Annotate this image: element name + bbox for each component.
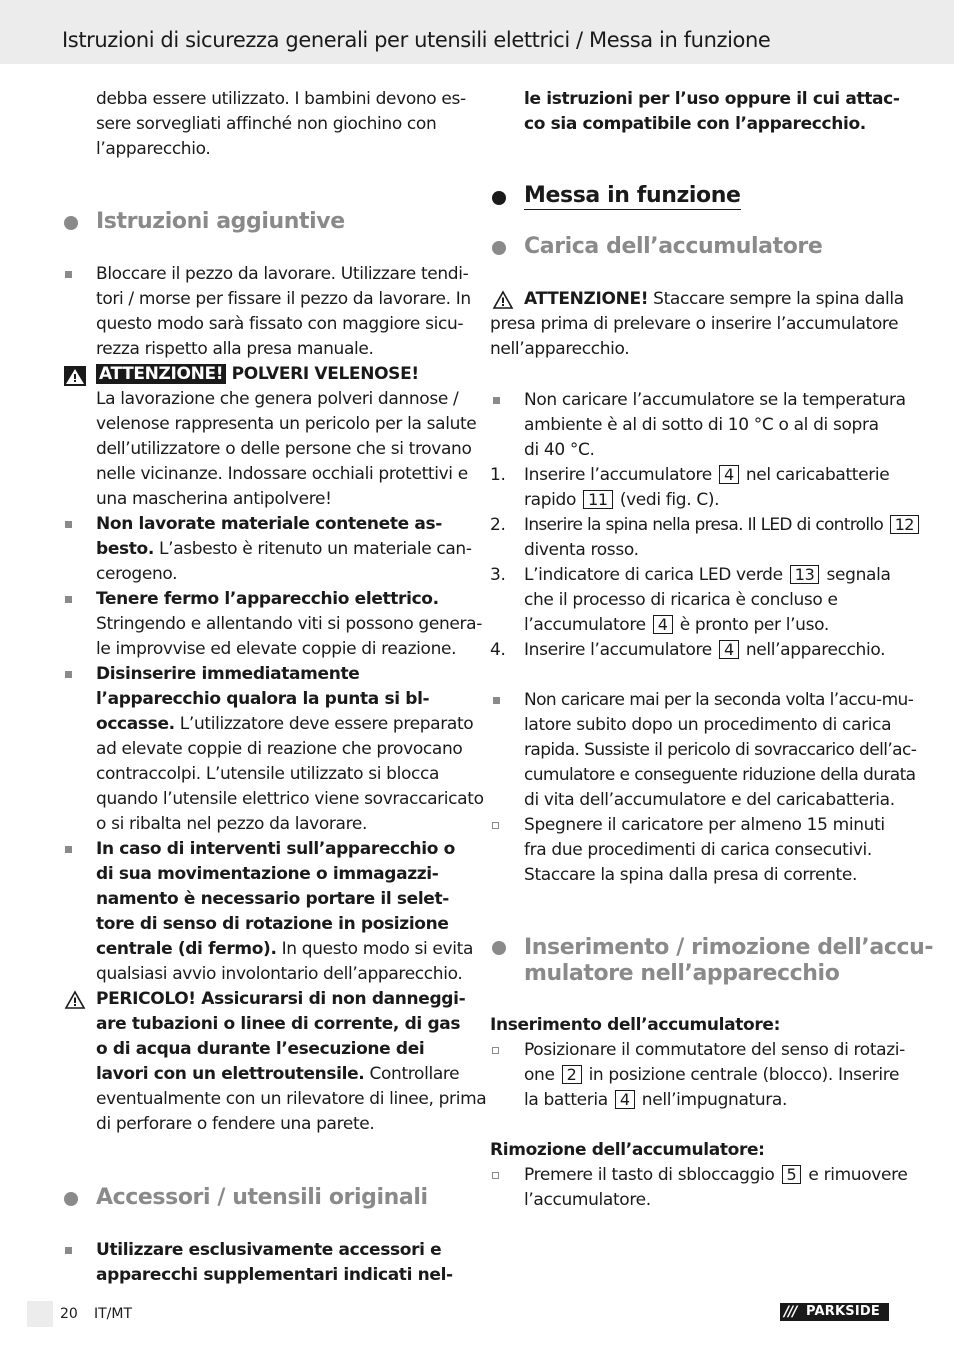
- item-line: qualsiasi avvio involontario dell’apparecchio.: [96, 964, 463, 984]
- item-line: contraccolpi. L’utensile utilizzato si blocca: [96, 764, 440, 784]
- square-bullet-icon: [65, 1247, 72, 1254]
- step-number: 3.: [490, 565, 506, 585]
- note-line: Staccare la spina dalla presa di corrente.: [524, 865, 858, 885]
- item-text-part: L’utilizzatore deve essere preparato: [174, 714, 474, 734]
- danger-bold-line: are tubazioni o linee di corrente, di gas: [96, 1014, 461, 1034]
- item-line: le improvvise ed elevate coppie di reazione.: [96, 639, 457, 659]
- step-text: nel caricabatterie: [745, 465, 890, 485]
- danger-text-part: Controllare: [364, 1064, 460, 1084]
- heading-accessori: Accessori / utensili originali: [96, 1185, 428, 1210]
- note-line: rapida. Sussiste il pericolo di sovraccarico dell’ac-: [524, 740, 917, 760]
- part-reference: 5: [782, 1165, 802, 1184]
- warning-heading-line: [96, 362, 419, 387]
- warning-triangle-outline-icon: [492, 290, 514, 310]
- square-bullet-icon: [65, 271, 72, 278]
- note-line: Non caricare mai per la seconda volta l’accu-mu-: [524, 690, 914, 710]
- continued-bold-line: co sia compatibile con l’apparecchio.: [524, 114, 866, 134]
- square-bullet-icon: [493, 397, 500, 404]
- item-line: Non caricare l’accumulatore se la temperatura: [524, 390, 906, 410]
- item-line: cerogeno.: [96, 564, 178, 584]
- item-bold-line: namento è necessario portare il selet-: [96, 889, 449, 909]
- part-reference: 4: [653, 615, 673, 634]
- insert-title: Inserimento dell’accumulatore:: [490, 1015, 781, 1035]
- warning-triangle-outline-icon: [64, 990, 86, 1010]
- danger-line: eventualmente con un rilevatore di linee, prima: [96, 1089, 487, 1109]
- item-line: [96, 537, 472, 562]
- step-text: Inserire la spina nella presa. Il LED di controllo: [524, 515, 884, 535]
- item-line: Bloccare il pezzo da lavorare. Utilizzare tendi-: [96, 264, 469, 284]
- insert-text: nell’impugnatura.: [641, 1090, 788, 1110]
- step-number: 2.: [490, 515, 506, 535]
- warning-triangle-icon: [64, 366, 86, 386]
- brand-name: PARKSIDE: [806, 1304, 880, 1319]
- warning-text-line: una mascherina antipolvere!: [96, 489, 332, 509]
- step-text: (vedi fig. C).: [619, 490, 720, 510]
- heading-carica: Carica dell’accumulatore: [524, 234, 823, 259]
- item-bold-part: besto.: [96, 539, 154, 559]
- square-bullet-icon: [65, 846, 72, 853]
- item-text-part: L’asbesto è ritenuto un materiale can-: [153, 539, 472, 559]
- item-line: [96, 712, 473, 737]
- attention-line: presa prima di prelevare o inserire l’accumulatore: [490, 314, 899, 334]
- part-reference: 12: [890, 515, 919, 534]
- brand-logo: [780, 1303, 889, 1321]
- item-bold-line: In caso di interventi sull’apparecchio o: [96, 839, 455, 859]
- part-reference: 4: [719, 465, 739, 484]
- footer-marker: [27, 1301, 53, 1327]
- insert-text: la batteria: [524, 1090, 608, 1110]
- removal-text: Premere il tasto di sbloccaggio: [524, 1165, 775, 1185]
- warning-title: POLVERI VELENOSE!: [226, 364, 419, 384]
- insert-text: in posizione centrale (blocco). Inserire: [588, 1065, 900, 1085]
- item-bold-line: di sua movimentazione o immagazzi-: [96, 864, 439, 884]
- item-bold-line: l’apparecchio qualora la punta si bl-: [96, 689, 430, 709]
- item-bold-part: occasse.: [96, 714, 175, 734]
- insert-line: [524, 1063, 899, 1088]
- removal-line: l’accumulatore.: [524, 1190, 651, 1210]
- section-dot-icon: [492, 941, 506, 955]
- item-line: di 40 °C.: [524, 440, 595, 460]
- danger-line: di perforare o fendere una parete.: [96, 1114, 375, 1134]
- item-line: tori / morse per fissare il pezzo da lavorare. In: [96, 289, 471, 309]
- step-text: Inserire l’accumulatore: [524, 465, 712, 485]
- continued-bold-line: le istruzioni per l’uso oppure il cui attac-: [524, 89, 900, 109]
- step-line: che il processo di ricarica è concluso e: [524, 590, 838, 610]
- item-line: Stringendo e allentando viti si possono genera-: [96, 614, 482, 634]
- danger-bold-line: PERICOLO! Assicurarsi di non danneggi-: [96, 989, 466, 1009]
- item-bold-line: Tenere fermo l’apparecchio elettrico.: [96, 589, 439, 609]
- section-dot-icon: [492, 191, 506, 205]
- step-text: l’accumulatore: [524, 615, 646, 635]
- step-line: [524, 563, 891, 588]
- item-line: ad elevate coppie di reazione che provocano: [96, 739, 463, 759]
- attention-label: ATTENZIONE!: [96, 364, 226, 384]
- step-text: segnala: [826, 565, 891, 585]
- intro-line: l’apparecchio.: [96, 139, 211, 159]
- warning-text-line: velenose rappresenta un pericolo per la salute: [96, 414, 477, 434]
- brand-stripes: ///: [784, 1304, 797, 1320]
- item-bold-line: apparecchi supplementari indicati nel-: [96, 1265, 453, 1285]
- step-line: [524, 613, 829, 638]
- part-reference: 13: [790, 565, 820, 584]
- item-line: o si ribalta nel pezzo da lavorare.: [96, 814, 368, 834]
- part-reference: 4: [719, 640, 739, 659]
- note-line: fra due procedimenti di carica consecutivi.: [524, 840, 872, 860]
- page-header-title: Istruzioni di sicurezza generali per utensili elettrici / Messa in funzione: [62, 28, 771, 52]
- note-line: Spegnere il caricatore per almeno 15 minuti: [524, 815, 885, 835]
- attention-text-part: Staccare sempre la spina dalla: [648, 289, 904, 309]
- item-bold-line: Non lavorate materiale contenete as-: [96, 514, 442, 534]
- step-line: [524, 488, 719, 513]
- heading-inserimento: Inserimento / rimozione dell’accu-: [524, 935, 934, 960]
- item-text-part: In questo modo si evita: [276, 939, 474, 959]
- heading-messa-in-funzione: Messa in funzione: [524, 183, 741, 208]
- locale-code: IT/MT: [94, 1306, 133, 1322]
- item-line: ambiente è al di sotto di 10 °C o al di sopra: [524, 415, 879, 435]
- item-bold-part: centrale (di fermo).: [96, 939, 277, 959]
- item-bold-line: Disinserire immediatamente: [96, 664, 360, 684]
- square-bullet-icon: [65, 596, 72, 603]
- step-text: rapido: [524, 490, 577, 510]
- attention-line: [524, 287, 904, 312]
- part-reference: 11: [583, 490, 613, 509]
- warning-text-line: dell’utilizzatore o delle persone che si trovano: [96, 439, 472, 459]
- insert-line: Posizionare il commutatore del senso di rotazi-: [524, 1040, 905, 1060]
- hollow-bullet-icon: [492, 822, 499, 829]
- square-bullet-icon: [65, 671, 72, 678]
- danger-line: [96, 1062, 459, 1087]
- intro-line: debba essere utilizzato. I bambini devono es-: [96, 89, 466, 109]
- item-bold-line: Utilizzare esclusivamente accessori e: [96, 1240, 442, 1260]
- item-line: [96, 937, 473, 962]
- part-reference: 4: [615, 1090, 635, 1109]
- heading-inserimento: mulatore nell’apparecchio: [524, 961, 840, 986]
- insert-line: [524, 1088, 787, 1113]
- page-number: 20: [60, 1306, 78, 1322]
- hollow-bullet-icon: [492, 1047, 499, 1054]
- removal-title: Rimozione dell’accumulatore:: [490, 1140, 765, 1160]
- attention-label: ATTENZIONE!: [524, 289, 649, 309]
- step-line: diventa rosso.: [524, 540, 639, 560]
- step-line: [524, 463, 889, 488]
- note-line: cumulatore e conseguente riduzione della durata: [524, 765, 916, 785]
- step-line: [524, 638, 885, 663]
- warning-text-line: La lavorazione che genera polveri dannose /: [96, 389, 459, 409]
- attention-line: nell’apparecchio.: [490, 339, 630, 359]
- item-line: rezza rispetto alla presa manuale.: [96, 339, 374, 359]
- section-dot-icon: [492, 241, 506, 255]
- item-line: questo modo sarà fissato con maggiore sicu-: [96, 314, 464, 334]
- note-line: di vita dell’accumulatore e del caricabatteria.: [524, 790, 895, 810]
- warning-text-line: nelle vicinanze. Indossare occhiali protettivi e: [96, 464, 468, 484]
- danger-bold-part: lavori con un elettroutensile.: [96, 1064, 365, 1084]
- step-line: [524, 513, 921, 538]
- insert-text: one: [524, 1065, 555, 1085]
- danger-bold-line: o di acqua durante l’esecuzione dei: [96, 1039, 425, 1059]
- item-bold-line: tore di senso di rotazione in posizione: [96, 914, 449, 934]
- heading-istruzioni-aggiuntive: Istruzioni aggiuntive: [96, 209, 345, 234]
- square-bullet-icon: [65, 521, 72, 528]
- step-text: nell’apparecchio.: [745, 640, 886, 660]
- removal-line: [524, 1163, 907, 1188]
- removal-text: e rimuovere: [808, 1165, 908, 1185]
- note-line: latore subito dopo un procedimento di carica: [524, 715, 892, 735]
- intro-line: sere sorvegliati affinché non giochino con: [96, 114, 437, 134]
- part-reference: 2: [562, 1065, 582, 1084]
- step-text: L’indicatore di carica LED verde: [524, 565, 783, 585]
- square-bullet-icon: [493, 697, 500, 704]
- item-line: quando l’utensile elettrico viene sovraccaricato: [96, 789, 484, 809]
- hollow-bullet-icon: [492, 1172, 499, 1179]
- section-dot-icon: [64, 216, 78, 230]
- step-text: è pronto per l’uso.: [679, 615, 829, 635]
- step-number: 1.: [490, 465, 506, 485]
- section-dot-icon: [64, 1192, 78, 1206]
- step-number: 4.: [490, 640, 506, 660]
- step-text: Inserire l’accumulatore: [524, 640, 712, 660]
